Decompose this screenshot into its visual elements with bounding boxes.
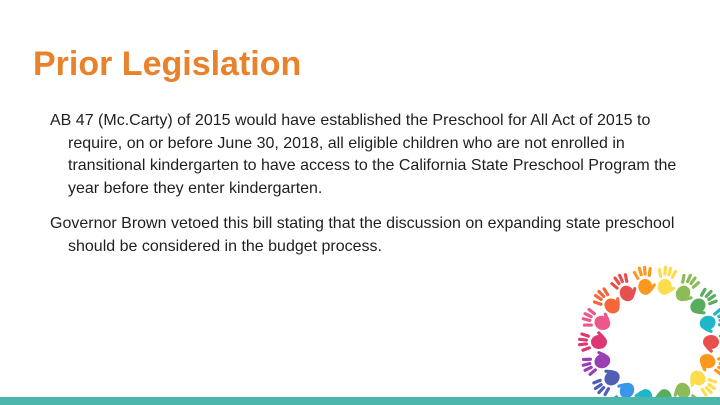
bottom-accent-bar <box>0 397 720 405</box>
paragraph-ab47: AB 47 (Mc.Carty) of 2015 would have established the Preschool for All Act of 2015 to require, on or before June 30, 2018, all eligible children who are not enrolled in transitional kindergarten to have access to the California State Preschool Program the year before they enter kindergarten. <box>50 112 677 197</box>
handprint-shape <box>653 264 679 296</box>
slide-body <box>50 110 690 271</box>
handprint-circle-icon <box>558 252 720 402</box>
paragraph-veto: Governor Brown vetoed this bill stating that the discussion on expanding state preschool should be considered in the budget process. <box>50 215 675 255</box>
handprint-shape <box>578 331 607 353</box>
slide-title: Prior Legislation <box>33 45 302 83</box>
handprint-shape <box>703 332 720 354</box>
